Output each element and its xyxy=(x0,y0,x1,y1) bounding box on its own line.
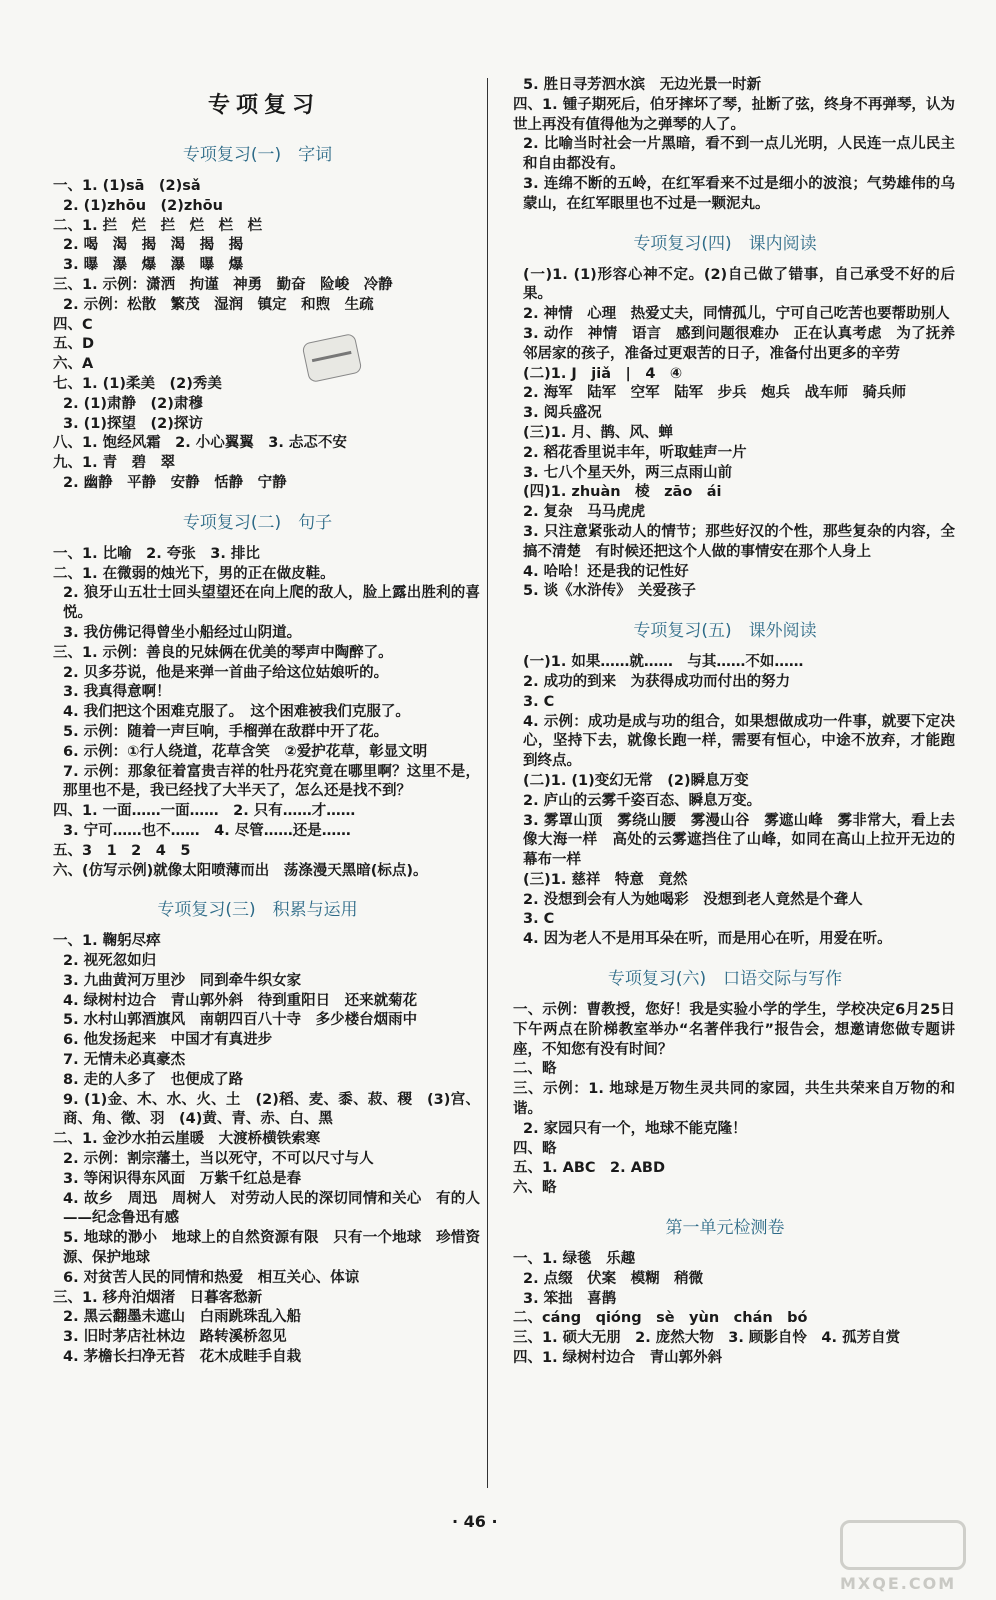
answer-line: 3. 九曲黄河万里沙 同到牵牛织女家 xyxy=(63,972,302,989)
answer-line: 三、1. 示例：善良的兄妹俩在优美的琴声中陶醉了。 xyxy=(53,644,393,661)
answer-line: 二、1. 拦 烂 拦 烂 栏 栏 xyxy=(53,217,263,234)
answer-line: 3. C xyxy=(523,911,555,928)
watermark-logo xyxy=(840,1520,980,1592)
answer-line: 2. 示例：割宗藩土，当以死守，不可以尺寸与人 xyxy=(63,1151,374,1168)
answer-line: 2. 喝 渴 揭 渴 揭 揭 xyxy=(63,237,244,254)
answer-line: 2. 没想到会有人为她喝彩 没想到老人竟然是个聋人 xyxy=(523,891,863,908)
answer-line: 3. 旧时茅店社林边 路转溪桥忽见 xyxy=(63,1329,287,1346)
answer-line: 6. 对贫苦人民的同情和热爱 相互关心、体谅 xyxy=(63,1269,360,1286)
answer-line: 四、略 xyxy=(513,1140,557,1157)
answer-line: 4. 我们把这个困难克服了。 这个困难被我们克服了。 xyxy=(63,704,410,721)
answer-line: 三、1. 移舟泊烟渚 日暮客愁新 xyxy=(53,1289,263,1306)
answer-line: 2. 家园只有一个，地球不能克隆！ xyxy=(523,1120,747,1137)
answer-section xyxy=(495,616,955,950)
right-column xyxy=(495,76,955,1369)
answer-line: 2. 狼牙山五壮士回头望望还在向上爬的敌人，脸上露出胜利的喜悦。 xyxy=(63,585,480,622)
answer-line: 4. 因为老人不是用耳朵在听，而是用心在听，用爱在听。 xyxy=(523,931,892,948)
answer-line: 7. 示例：那象征着富贵吉祥的牡丹花究竟在哪里啊？这里不是，那里也不是，我已经找了大半天了，怎么还是找不到？ xyxy=(63,763,480,800)
answer-section xyxy=(495,76,955,215)
answer-line: 4. 故乡 周迅 周树人 对劳动人民的深切同情和关心 有的人——纪念鲁迅有感 xyxy=(63,1190,480,1227)
answer-line: 2. 稻花香里说丰年，听取蛙声一片 xyxy=(523,444,747,461)
answer-section xyxy=(495,229,955,603)
answer-line: 3. 动作 神情 语言 感到问题很难办 正在认真考虑 为了抚养邻居家的孩子，准备过更艰苦的日子，准备付出更多的辛劳 xyxy=(523,325,955,362)
answer-line: 5. 谈《水浒传》 关爱孩子 xyxy=(523,583,696,600)
answer-line: 二、略 xyxy=(513,1061,557,1078)
answer-line: 8. 走的人多了 也便成了路 xyxy=(63,1071,244,1088)
answer-line: 3. (1)探望 (2)探访 xyxy=(63,415,203,432)
answer-line: 2. 海军 陆军 空军 陆军 步兵 炮兵 战车师 骑兵师 xyxy=(523,385,907,402)
answer-line: 一、示例：曹教授，您好！我是实验小学的学生，学校决定6月25日下午两点在阶梯教室举办“名著伴我行”报告会，想邀请您做专题讲座，不知您有没有时间？ xyxy=(513,1002,955,1058)
answer-line: 3. 七八个星天外，两三点雨山前 xyxy=(523,464,733,481)
answer-line: 一、1. (1)sā (2)sǎ xyxy=(53,178,201,194)
answer-line: (一)1. (1)形容心神不定。(2)自己做了错事，自己承受不好的后果。 xyxy=(523,266,955,303)
answer-line: 4. 绿树村边合 青山郭外斜 待到重阳日 还来就菊花 xyxy=(63,992,418,1009)
answer-line: 二、1. 金沙水拍云崖暖 大渡桥横铁索寒 xyxy=(53,1131,321,1148)
answer-line: 六、A xyxy=(53,356,94,373)
answer-line: 2. 神情 心理 热爱丈夫，同情孤儿，宁可自己吃苦也要帮助别人 xyxy=(523,306,950,323)
answer-section xyxy=(35,508,480,882)
answer-line: 2. 示例：松散 繁茂 湿润 镇定 和煦 生疏 xyxy=(63,296,374,313)
answer-line: 4. 茅檐长扫净无苔 花木成畦手自栽 xyxy=(63,1349,302,1366)
answer-line: 三、示例：1. 地球是万物生灵共同的家园，共生共荣来自万物的和谐。 xyxy=(513,1081,955,1118)
section-title: 专项复习(一) 字词 xyxy=(182,145,333,165)
answer-line: 3. 雾罩山顶 雾绕山腰 雾漫山谷 雾遮山峰 雾非常大，看上去像大海一样 高处的云雾遮挡住了山峰，如同在高山上拉开无边的幕布一样 xyxy=(523,812,955,869)
column-divider xyxy=(487,78,488,1488)
answer-line: 3. 我仿佛记得曾坐小船经过山阴道。 xyxy=(63,624,302,641)
answer-line: 5. 胜日寻芳泗水滨 无边光景一时新 xyxy=(523,77,762,93)
watermark-logo-box xyxy=(840,1520,966,1570)
answer-line: 2. 贝多芬说，他是来弹一首曲子给这位姑娘听的。 xyxy=(63,664,389,681)
answer-line: 2. 黑云翻墨未遮山 白雨跳珠乱入船 xyxy=(63,1309,302,1326)
answer-line: 九、1. 青 碧 翠 xyxy=(53,455,176,472)
left-column xyxy=(35,140,480,1368)
answer-line: (二)1. J jiǎ | 4 ④ xyxy=(523,365,683,382)
answer-line: 二、1. 在微弱的烛光下，男的正在做皮鞋。 xyxy=(53,565,335,582)
section-title: 专项复习(五) 课外阅读 xyxy=(633,621,817,642)
answer-line: 三、1. 硕大无朋 2. 庞然大物 3. 顾影自怜 4. 孤芳自赏 xyxy=(513,1330,901,1347)
answer-line: (三)1. 月、鹊、风、蝉 xyxy=(523,424,673,441)
page-title: 专项复习 xyxy=(208,92,321,118)
answer-line: 2. 比喻当时社会一片黑暗，看不到一点儿光明，人民连一点儿民主和自由都没有。 xyxy=(523,136,955,173)
answer-line: 八、1. 饱经风霜 2. 小心翼翼 3. 忐忑不安 xyxy=(53,435,347,452)
answer-line: 2. 成功的到来 为获得成功而付出的努力 xyxy=(523,673,791,690)
answer-line: 3. 曝 瀑 爆 瀑 曝 爆 xyxy=(63,257,244,274)
page-number: · 46 · xyxy=(452,1512,498,1531)
answer-line: 2. 点缀 伏案 模糊 稍微 xyxy=(523,1270,704,1287)
answer-line: 2. 复杂 马马虎虎 xyxy=(523,504,646,521)
answer-section xyxy=(35,895,480,1368)
answer-line: 六、略 xyxy=(513,1180,557,1197)
answer-line: 3. 只注意紧张动人的情节；那些好汉的个性，那些复杂的内容，全搞不清楚 有时候还把这个人做的事情安在那个人身上 xyxy=(523,523,955,560)
answer-line: 三、1. 示例：潇洒 拘谨 神勇 勤奋 险峻 冷静 xyxy=(53,276,393,293)
answer-line: 5. 水村山郭酒旗风 南朝四百八十寺 多少楼台烟雨中 xyxy=(63,1012,418,1029)
answer-line: 3. 阅兵盛况 xyxy=(523,405,602,422)
answer-line: 6. 示例：①行人绕道，花草含笑 ②爱护花草，彰显文明 xyxy=(63,743,428,760)
section-title: 专项复习(四) 课内阅读 xyxy=(633,233,817,254)
answer-line: 四、1. 锺子期死后，伯牙摔坏了琴，扯断了弦，终身不再弹琴，认为世上再没有值得他为之弹琴的人了。 xyxy=(513,96,955,133)
answer-line: 五、1. ABC 2. ABD xyxy=(513,1160,666,1177)
answer-line: 四、C xyxy=(53,316,93,333)
answer-line: 五、D xyxy=(53,336,95,353)
answer-line: 七、1. (1)柔美 (2)秀美 xyxy=(53,375,222,392)
answer-line: 7. 无情未必真豪杰 xyxy=(63,1052,186,1069)
answer-section xyxy=(495,1213,955,1369)
answer-section xyxy=(35,140,480,494)
answer-line: 3. 连绵不断的五岭，在红军看来不过是细小的波浪；气势雄伟的乌蒙山，在红军眼里也不过是一颗泥丸。 xyxy=(523,175,955,212)
section-title: 专项复习(三) 积累与运用 xyxy=(157,900,358,921)
answer-line: 一、1. 绿毯 乐趣 xyxy=(513,1251,636,1268)
answer-line: 四、1. 一面……一面…… 2. 只有……才…… xyxy=(53,803,356,820)
section-title: 第一单元检测卷 xyxy=(665,1218,785,1239)
answer-line: 5. 示例：随着一声巨响，手榴弹在敌群中开了花。 xyxy=(63,723,389,740)
section-title: 专项复习(二) 句子 xyxy=(182,512,333,533)
answer-line: 2. (1)zhōu (2)zhōu xyxy=(63,197,223,214)
answer-line: 2. 视死忽如归 xyxy=(63,953,157,970)
answer-line: 3. 笨拙 喜鹊 xyxy=(523,1290,617,1307)
watermark-text: MXQE.COM xyxy=(840,1574,957,1593)
answer-line: 2. (1)肃静 (2)肃穆 xyxy=(63,395,203,412)
answer-line: 3. 等闲识得东风面 万紫千红总是春 xyxy=(63,1170,302,1187)
answer-line: 一、1. 鞠躬尽瘁 xyxy=(53,933,161,950)
answer-line: 3. C xyxy=(523,693,555,710)
answer-line: 4. 示例：成功是成与功的组合，如果想做成功一件事，就要下定决心，坚持下去，就像长跑一样，需要有恒心，中途不放弃，才能跑到终点。 xyxy=(523,713,955,770)
answer-line: 四、1. 绿树村边合 青山郭外斜 xyxy=(513,1350,723,1367)
answer-line: 3. 宁可……也不…… 4. 尽管……还是…… xyxy=(63,822,351,839)
answer-line: 二、cáng qióng sè yùn chán bó xyxy=(513,1310,808,1327)
answer-line: 五、3 1 2 4 5 xyxy=(53,842,191,859)
answer-line: 5. 地球的渺小 地球上的自然资源有限 只有一个地球 珍惜资源、保护地球 xyxy=(63,1230,480,1267)
answer-line: 6. 他发扬起来 中国才有真进步 xyxy=(63,1032,273,1049)
answer-line: 一、1. 比喻 2. 夸张 3. 排比 xyxy=(53,545,260,562)
answer-line: 2. 幽静 平静 安静 恬静 宁静 xyxy=(63,474,287,491)
answer-line: (二)1. (1)变幻无常 (2)瞬息万变 xyxy=(523,772,749,789)
answer-line: 3. 我真得意啊！ xyxy=(63,684,171,701)
answer-line: (三)1. 慈祥 特意 竟然 xyxy=(523,871,688,888)
answer-line: (一)1. 如果……就…… 与其……不如…… xyxy=(523,654,804,671)
answer-line: (四)1. zhuàn 棱 zāo ái xyxy=(523,484,722,501)
answer-line: 六、(仿写示例)就像太阳喷薄而出 荡涤漫天黑暗(标点)。 xyxy=(53,862,428,879)
answer-line: 2. 庐山的云雾千姿百态、瞬息万变。 xyxy=(523,792,762,809)
section-title: 专项复习(六) 口语交际与写作 xyxy=(607,969,843,990)
answer-section xyxy=(495,964,955,1199)
answer-line: 9. (1)金、木、水、火、土 (2)稻、麦、黍、菽、稷 (3)宫、商、角、徵、羽 (4)黄、青、赤、白、黑 xyxy=(63,1091,480,1128)
answer-line: 4. 哈哈！还是我的记性好 xyxy=(523,563,689,580)
